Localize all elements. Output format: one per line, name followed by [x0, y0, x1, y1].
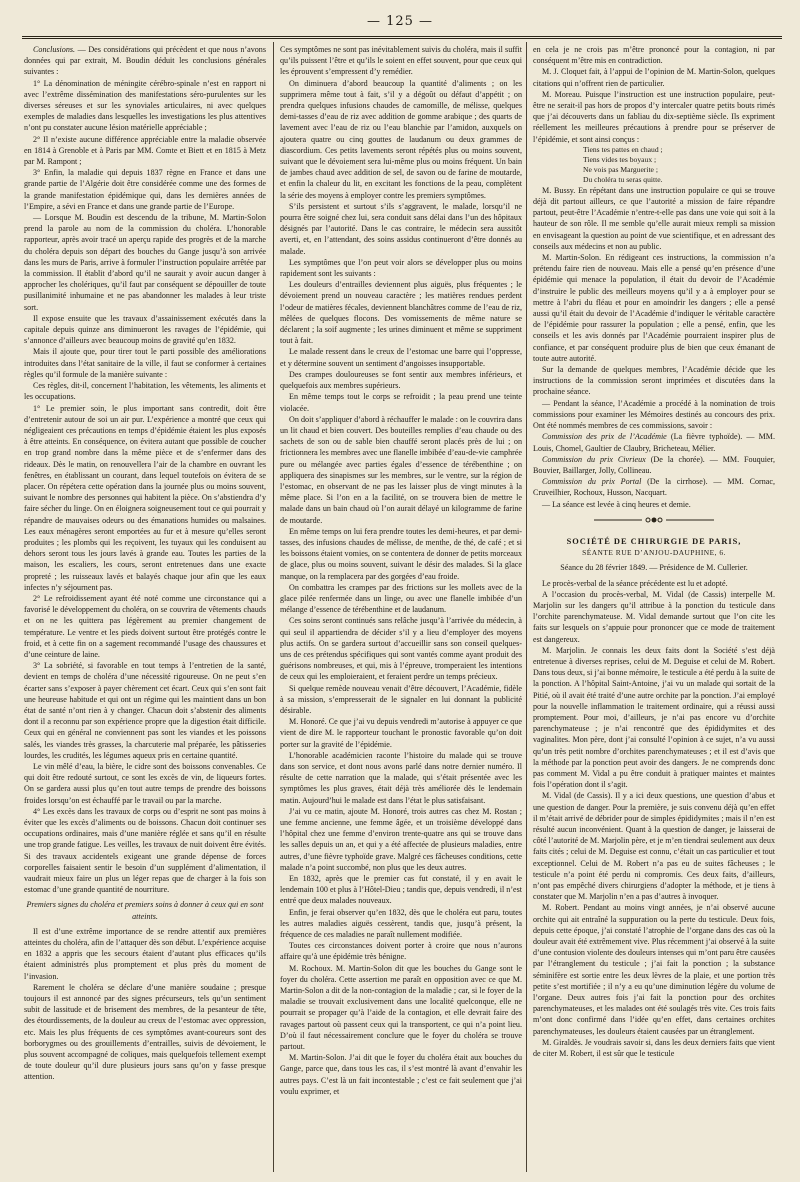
top-rule [22, 36, 782, 39]
ornamental-divider [533, 516, 775, 528]
paragraph: Mais il ajoute que, pour tirer tout le parti possible des améliorations introduites dans l’état sanitaire de la ville, il faut se conformer à certaines règles qu’il formule de la manière suivante : [24, 347, 266, 379]
paragraph: A l’occasion du procès-verbal, M. Vidal (de Cassis) interpelle M. Marjolin sur les dangers qu’il attribue à la ponction du testicule dans l’orchite parenchymateuse. M. Vidal demande surtout que l’on cite les faits sur lesquels on s’appuie pour prononcer que ce mode de traitement est dangereux. [533, 589, 775, 644]
column-1 [24, 44, 266, 1174]
paragraph: Ces règles, dit-il, concernent l’habitation, les vêtements, les aliments et les occupations. [24, 381, 266, 402]
session-date: Séance du 28 février 1849. — Présidence de M. Cullerier. [560, 563, 748, 573]
paragraph: 1° La dénomination de méningite cérébro-spinale n’est en rapport ni avec l’extrême dissémination des manifestations séro-purulentes sur les diverses séreuses et sur les synoviales articulaires, ni avec quelques exemples de maladies dans lesquelles les investigations les plus attentives n’ont pu constater aucune lésion matérielle appréciable ; [24, 78, 266, 133]
paragraph: 4° Les excès dans les travaux de corps ou d’esprit ne sont pas moins à éviter que les excès d’aliments ou de boissons. Chacun doit continuer ses occupations ordinaires, mais d’une manière réglée et sans qu’il en résulte une trop grande fatigue. Les veilles, les travaux de nuit doivent être évités. Si des travaux accidentels exigeant une grande dépense de forces corporelles faisaient sentir le besoin d’un supplément d’alimentation, il vaudrait mieux faire un plus un léger repas que de charger à la fois son estomac d’une grande quantité de nourriture. [24, 806, 266, 895]
paragraph: Toutes ces circonstances doivent porter à croire que nous n’aurons affaire qu’à une épidémie très bénigne. [280, 941, 522, 962]
paragraph: 3° La sobriété, si favorable en tout temps à l’entretien de la santé, devient en temps de choléra d’une nécessité rigoureuse. On ne peut s’en écarter sans s’exposer à payer chèrement cet écart. Ceux qui s’en sont fait une heureuse habitude et qui ont un régime qui les maintient dans un bon état de santé n’ont rien à y changer. Chacun doit s’abstenir des aliments dont il a reconnu par son expérience propre que la digestion était difficile. Ceux qui en général ne conviennent pas sont les viandes et les poissons salés, les viandes très grasses, la charcuterie mal préparée, les pâtisseries lourdes, les crudités, les légumes aqueux pris en certaine quantité. [24, 661, 266, 760]
paragraph: Rarement le choléra se déclare d’une manière soudaine ; presque toujours il est annoncé par des signes précurseurs, tels qu’un sentiment subit de lassitude et de brisement des membres, de la pesanteur de tête, des étourdissements, de la douleur au creux de l’estomac avec oppression, etc. Mais les plus fréquents de ces symptômes avant-coureurs sont des borborygmes ou des grouillements d’entrailles, suivis de dévoiement, le plus souvent accompagné de coliques, mais quelquefois tellement exempt de toute douleur qu’il dure plusieurs jours sans qu’on y fasse presque attention. [24, 982, 266, 1082]
text: (La fièvre typhoïde). — MM. Louis, Chomel, Gaultier de Claubry, Bricheteau, Mélier. [533, 432, 775, 453]
paragraph: 2° Le refroidissement ayant été noté comme une circonstance qui a favorisé le développement du choléra, on se couvrira de vêtements chauds et on ne les quittera pas légèrement au premier changement de température. Le ventre et les pieds doivent surtout être protégés contre le froid, et à cette fin on a sagement recommandé l’usage des chaussures et d’une ceinture de laine. [24, 593, 266, 659]
paragraph: M. Bussy. En répétant dans une instruction populaire ce qui se trouve déjà dit partout ailleurs, ce que l’autorité a mission de faire répandre partout, peut-être l’Académie n’entre-t-elle pas dans une voie qui soit à la hauteur de son rôle. Il me semble qu’elle aurait mieux rempli sa mission en envisageant la question au point de vue scientifique, et en adressant des conseils aux médecins et non au public. [533, 185, 775, 251]
paragraph: M. Rochoux. M. Martin-Solon dit que les bouches du Gange sont le foyer du choléra. Cette assertion me paraît en opposition avec ce que M. Martin-Solon a dit de la non-contagion de la maladie ; car, si le foyer de la maladie se trouvait exclusivement dans une localité quelconque, elle ne pourrait se propager qu’à l’aide de la contagion, et elle devrait faire des ravages partout où passent ceux qui la transportent, ce qui n’a point lieu. D’où il faut nécessairement conclure que le foyer du choléra se trouve partout. [280, 963, 522, 1052]
verse-line: Tiens vides tes boyaux ; [583, 154, 657, 164]
paragraph: M. Robert. Pendant au moins vingt années, je n’ai observé aucune orchite qui ait entraîné la suppuration ou la perte du testicule. Deux fois, depuis cette époque, j’ai constaté l’atrophie de l’organe dans des cas où la douleur avait été extrêmement vive. Plus récemment j’ai observé à la suite d’une contusion violente des douleurs intenses qui m’ont paru être causées par l’étranglement du testicule ; j’ai fait la ponction ; la substance séminifère est sortie entre les deux lèvres de la plaie, et une portion très petite s’est mortifiée ; il n’y a eu qu’une diminution légère du volume de l’organe. Deux autres fois j’ai fait la ponction pour des orchites parenchymateuses, et les malades ont été soulagés très vite. Ces trois faits m’ont donc confirmé dans l’idée qu’en effet, dans certaines orchites parenchymateuses, les douleurs étaient causées par un étranglement. [533, 903, 775, 1036]
paragraph: Sur la demande de quelques membres, l’Académie décide que les instructions de la commission seront imprimées et discutées dans la prochaine séance. [533, 365, 775, 397]
run-in-label: Conclusions. [33, 45, 76, 54]
paragraph: M. Moreau. Puisque l’instruction est une instruction populaire, peut-être ne serait-il pas hors de propos d’y intercaler quatre petits bouts rimés que j’ai découverts dans un fabliau du dix-septième siècle. Ils expriment réellement les meilleures précautions à prendre pour se préserver de l’épidémie, et sont ainsi conçus : [533, 89, 775, 144]
paragraph: Des crampes douloureuses se font sentir aux membres inférieurs, et quelquefois aux membres supérieurs. [280, 369, 522, 391]
paragraph [533, 476, 775, 498]
paragraph: 2° Il n’existe aucune différence appréciable entre la maladie observée en 1814 à Grenoble et à Paris par MM. Comte et Biett et en 1815 à Metz par M. Rampont ; [24, 134, 266, 167]
verse-line: Du choléra tu seras quitte. [583, 174, 663, 184]
paragraph: En même temps on lui fera prendre toutes les demi-heures, et par demi-tasses, des infusions chaudes de mélisse, de menthe, de thé, de café ; et si les boissons étaient vomies, on se contentera de donner de petits morceaux de glace, plus ou moins souvent, suivant le désir des malades. Si la glace manque, on la remplacera par des gorgées d’eau froide. [280, 526, 522, 581]
paragraph: M. Giraldès. Je voudrais savoir si, dans les deux derniers faits que vient de citer M. Robert, il est sûr que le testicule [533, 1037, 775, 1059]
paragraph: 1° Le premier soin, le plus important sans contredit, doit être d’entretenir autour de soi un air pur. L’expérience a montré que ceux qui négligeaient ces précautions en temps d’épidémie étaient les plus exposés à être atteints. En conséquence, on évitera autant que possible de coucher en trop grand nombre dans la même pièce et de s’enfermer dans des rideaux. Dès le matin, on renouvellera l’air de la chambre en ouvrant les fenêtres, en établissant un courant, dans lequel toutefois on évitera de se placer. On répétera cette opération dans la journée plus ou moins souvent, suivant le nombre des personnes qui habitent la pièce. On s’abstiendra d’y faire sécher du linge. On en éloignera soigneusement tout ce qui pourrait y répandre de mauvaises odeurs ou des émanations humides ou malsaines. Les eaux ménagères seront emportées au fur et à mesure qu’elles seront produites ; les plombs qui les reçoivent, les tuyaux qui les conduisent au dehors seront tous les jours lavés à grande eau. Toutes les parties de la maison, les escaliers, les cours, seront entretenues dans une exacte propreté ; les ruisseaux lavés et balayés chaque jour afin que les eaux infectes n’y séjournent pas. [24, 403, 266, 592]
paragraph: On combattra les crampes par des frictions sur les mollets avec de la glace pilée renfermée dans un linge, ou avec une flanelle imbibée d’un mélange d’essence de térébenthine et de laudanum. [280, 582, 522, 615]
column-divider-2 [526, 42, 527, 1172]
paragraph: en cela je ne crois pas m’être prononcé pour la contagion, ni par conséquent m’être mis en contradiction. [533, 45, 775, 66]
paragraph: J’ai vu ce matin, ajoute M. Honoré, trois autres cas chez M. Rostan ; une femme ancienne, une femme âgée, et un troisième développé dans l’hôpital chez une femme d’environ trente-quatre ans qui se trouve dans les salles depuis un an, et qui y a été affectée de plusieurs maladies, entre autres, d’une fièvre typhoïde grave. Malgré ces fâcheuses conditions, cette malade n’a point succombé, non plus que les deux autres. [280, 806, 522, 872]
paragraph [24, 44, 266, 78]
paragraph: Le malade ressent dans le creux de l’estomac une barre qui l’oppresse, et y détermine souvent un sentiment d’angoisses insupportable. [280, 347, 522, 368]
paragraph: M. Marjolin. Je connais les deux faits dont la Société s’est déjà entretenue à diverses reprises, celui de M. Deguise et celui de M. Robert. Dans tous deux, si j’ai bonne mémoire, le testicule a été perdu à la suite de la ponction. A l’hôpital Saint-Antoine, j’ai vu un malade qui sortait de la Pitié, où il avait été traité d’une autre orchite par la ponction. J’ai employé pour la nouvelle inflammation le traitement ordinaire, qui a réussi aussi promptement. Pour moi, d’ailleurs, je n’ai pas encore vu d’orchite parenchymateuse ; je n’ai rencontré que des épididymites et des vaginalites. Mon père, dont j’ai consulté l’opinion à ce sujet, n’a vu aussi qu’un très petit nombre d’orchites parenchymateuses ; et il est d’avis que la méthode par la ponction peut avoir des dangers. Je ne comprends donc pas comment M. Vidal a pu être conduit à pratiquer maintes et maintes fois l’opération dont il s’agit. [533, 645, 775, 790]
paragraph: M. Vidal (de Cassis). Il y a ici deux questions, une question d’abus et une question de danger. Pour la première, je suis convenu déjà qu’en effet il m’était arrivé de débrider pour de simples épididymites ; mais il n’en est résulté aucun inconvénient. Quant à la question de danger, je laisserai de côté l’autorité de M. Marjolin père, et je m’en tiendrai seulement aux deux faits cités ; celui de M. Deguise est connu, c’était un cas particulier et tout exceptionnel. Celui de M. Robert n’a pas eu de suites fâcheuses ; le testicule n’a point été perdu ni compromis. Ces deux faits, d’ailleurs, n’ont pas empêché divers chirurgiens d’adopter la méthode, et je tiens à constater que M. Marjolin n’en a pas d’autres à invoquer. [533, 791, 775, 902]
paragraph: On diminuera d’abord beaucoup la quantité d’aliments ; on les supprimera même tout à fait, s’il y a dégoût ou défaut d’appétit ; on prendra quelques infusions chaudes de camomille, de mélisse, quelques demi-tasses d’eau de riz avec addition de gomme arabique ; des quarts de lavement avec l’eau de riz ou l’eau blanchie par l’amidon, auxquels on ajoutera quatre ou cinq gouttes de laudanum ou deux grammes de diascordium. Ces petits lavements seront répétés plus ou moins souvent, suivant que le dévoiement sera lui-même plus ou moins fréquent. Un bain de jambes chaud avec addition de sel, de savon ou de farine de moutarde, et enfin la chaleur du lit, en excitant les fonctions de la peau, complètent la série des moyens à employer contre les premiers symptômes. [280, 78, 522, 200]
paragraph [533, 431, 775, 453]
paragraph: M. Martin-Solon. J’ai dit que le foyer du choléra était aux bouches du Gange, parce que, dans tous les cas, il s’est montré là avant d’envahir les autres pays. C’est là un fait incontestable ; c’est ce fait seulement que j’ai voulu exprimer, et [280, 1053, 522, 1096]
commission-label: Commission du prix Portal [542, 477, 642, 487]
text: — Des considérations qui précèdent et que nous n’avons données qui par extrait, M. Boudin déduit les conclusions générales suivantes : [24, 45, 266, 77]
paragraph: — Lorsque M. Boudin est descendu de la tribune, M. Martin-Solon prend la parole au nom de la commission du choléra. L’honorable rapporteur, après avoir tracé un aperçu rapide des progrès et de la marche du choléra depuis son départ des bouches du Gange jusqu’à son arrivée dans les murs de Paris, arrive à formuler l’instruction populaire arrêtée par la commission. Il établit d’abord qu’il ne saurait y avoir aucun danger à approcher les cholériques, qu’il faut par conséquent se dépouiller de toute pusillanimité inhumaine et ne pas abandonner les malades à leur triste sort. [24, 213, 266, 312]
paragraph: Les douleurs d’entrailles deviennent plus aiguës, plus fréquentes ; le dévoiement prend un nouveau caractère ; les matières rendues perdent l’odeur de matières fécales, deviennent blanchâtres comme de l’eau de riz, mêlées de quelques flocons. Des vomissements de même nature se déclarent ; la soif augmente ; les urines diminuent et même se suppriment tout à fait. [280, 280, 522, 346]
paragraph: Les symptômes que l’on peut voir alors se développer plus ou moins rapidement sont les suivants : [280, 257, 522, 279]
paragraph: On doit s’appliquer d’abord à réchauffer le malade : on le couvrira dans un lit chaud et bien couvert. Des bouteilles remplies d’eau chaude ou des sachets de son ou de sable bien chauffé seront placés près de lui ; on frictionnera les membres avec une flanelle imbibée d’eau-de-vie camphrée pure ou mélangée avec parties égales d’essence de térébenthine ; on appliquera des sinapismes sur les membres, sur le ventre, sur la région de l’estomac, en observant de ne pas les laisser plus de vingt minutes à la même place. Si l’on en a la facilité, on se trouvera bien de mettre le malade dans un bain chaud où l’on aurait délayé un kilogramme de farine de moutarde. [280, 414, 522, 525]
verse-line: Tiens tes pattes en chaud ; [583, 144, 663, 154]
paragraph: Si quelque remède nouveau venait d’être découvert, l’Académie, fidèle à sa mission, s’empresserait de le signaler en lui donnant la publicité désirable. [280, 683, 522, 715]
column-2 [280, 44, 522, 1174]
text: (De la chorée). — MM. Fouquier, Bouvier, Baillarger, Jolly, Collineau. [533, 454, 775, 475]
commission-label: Commission des prix de l’Académie [542, 432, 667, 442]
paragraph: Le vin mêlé d’eau, la bière, le cidre sont des boissons convenables. Ce qui doit être redouté surtout, ce sont les excès de vin, de liqueurs fortes. On se gardera aussi plus qu’en tout autre temps de prendre des boissons froides lorsqu’on est échauffé par le travail ou par la marche. [24, 762, 266, 805]
paragraph: L’honorable académicien raconte l’histoire du malade qui se trouve dans son service, et dont nous avons parlé dans notre dernier numéro. Il résulte de cette narration que la malade, qui s’était présentée avec les symptômes les plus graves, était déjà très améliorée dès le lendemain matin. Aujourd’hui le malade est dans l’état le plus satisfaisant. [280, 750, 522, 805]
paragraph [533, 454, 775, 476]
paragraph: — La séance est levée à cinq heures et demie. [542, 499, 691, 509]
column-3 [533, 44, 775, 1174]
paragraph: Ces soins seront continués sans relâche jusqu’à l’arrivée du médecin, à qui seul il appartiendra de décider s’il y a lieu d’employer des moyens plus actifs. On se gardera surtout d’accueillir sans son conseil quelques-uns de ces prétendus spécifiques qui sont vantés comme ayant produit des guérisons nombreuses, et qui, mis à l’épreuve, tromperaient les intentions de ceux qui les emploieraient, et feraient perdre un temps précieux. [280, 616, 522, 682]
paragraph: En même temps tout le corps se refroidit ; la peau prend une teinte violacée. [280, 392, 522, 413]
section-subheading: Premiers signes du choléra et premiers soins à donner à ceux qui en sont atteints. [26, 900, 264, 921]
paragraph: M. J. Cloquet fait, à l’appui de l’opinion de M. Martin-Solon, quelques citations qui n’offrent rien de particulier. [533, 67, 775, 88]
paragraph: Le procès-verbal de la séance précédente est lu et adopté. [542, 578, 728, 588]
paragraph: — Pendant la séance, l’Académie a procédé à la nomination de trois commissions pour examiner les Mémoires destinés au concours des prix. Ont été nommés membres de ces commissions, savoir : [533, 398, 775, 431]
ornament-icon [594, 516, 714, 524]
commission-label: Commission du prix Civrieux [542, 454, 646, 464]
verse-line: Ne vois pas Marguerite ; [583, 164, 658, 174]
paragraph: Il est d’une extrême importance de se rendre attentif aux premières atteintes du choléra, afin de l’attaquer dès son début. L’expérience acquise en 1832 a appris que les secours étaient d’autant plus efficaces qu’ils étaient administrés plus promptement et plus près du moment de l’invasion. [24, 926, 266, 981]
society-heading: SOCIÉTÉ DE CHIRURGIE DE PARIS, [566, 536, 742, 546]
paragraph: M. Honoré. Ce que j’ai vu depuis vendredi m’autorise à appuyer ce que vient de dire M. le rapporteur touchant le pronostic favorable qu’on doit porter sur la gravité de l’épidémie. [280, 717, 522, 749]
paragraph: Ces symptômes ne sont pas inévitablement suivis du choléra, mais il suffit qu’ils puissent l’être et qu’ils le soient en effet souvent, pour que ceux qui les éprouvent s’empressent d’y remédier. [280, 45, 522, 77]
paragraph: M. Martin-Solon. En rédigeant ces instructions, la commission n’a prétendu faire rien de nouveau. Mais elle a pensé qu’en présence d’une épidémie qui menace la population, il était du devoir de l’Académie d’instruire le public des meilleurs moyens qu’il y a à employer pour se mettre à l’abri du fléau et pour en amoindrir les dangers ; elle a pensé aussi qu’il était du devoir de l’Académie d’indiquer le véritable caractère de l’épidémie pour rassurer la population ; elle a pensé, enfin, que les conseils et les avis donnés par l’Académie pourraient inspirer plus de confiance, et par conséquent produire plus de bien que ceux émanant de toute autre autorité. [533, 253, 775, 363]
paragraph: 3° Enfin, la maladie qui depuis 1837 règne en France et dans une grande partie de l’Algérie doit être considérée comme une des formes de la grande manifestation épidémique qui, dans les dernières années de l’Empire, a sévi en France et dans une grande partie de l’Europe. [24, 168, 266, 211]
paragraph: S’ils persistent et surtout s’ils s’aggravent, le malade, lorsqu’il ne pourra être soigné chez lui, sera conduit sans délai dans l’un des hôpitaux désignés par l’autorité. Dans le cas contraire, le médecin sera aussitôt averti, et, en l’attendant, des soins assidus continueront d’être donnés au malade. [280, 201, 522, 256]
column-divider-1 [273, 42, 274, 1172]
paragraph: Enfin, je ferai observer qu’en 1832, dès que le choléra eut paru, toutes les autres maladies aiguës cessèrent, tandis que, jusqu’à présent, la fréquence de ces maladies ne paraît nullement modifiée. [280, 907, 522, 940]
paragraph: En 1832, après que le premier cas fut constaté, il y en avait le lendemain 100 et plus à l’Hôtel-Dieu ; tandis que, depuis vendredi, il n’est entré que deux malades nouveaux. [280, 874, 522, 906]
paragraph: Il expose ensuite que les travaux d’assainissement exécutés dans la capitale depuis quinze ans diminueront les ravages de l’épidémie, qui s’annonce d’ailleurs avec beaucoup moins de gravité qu’en 1832. [24, 313, 266, 346]
society-address: SÉANTE RUE D’ANJOU-DAUPHINE, 6. [582, 548, 726, 558]
text: (De la cirrhose). — MM. Cornac, Cruveilhier, Rochoux, Husson, Nacquart. [533, 477, 775, 498]
page-number: — 125 — [366, 14, 434, 29]
